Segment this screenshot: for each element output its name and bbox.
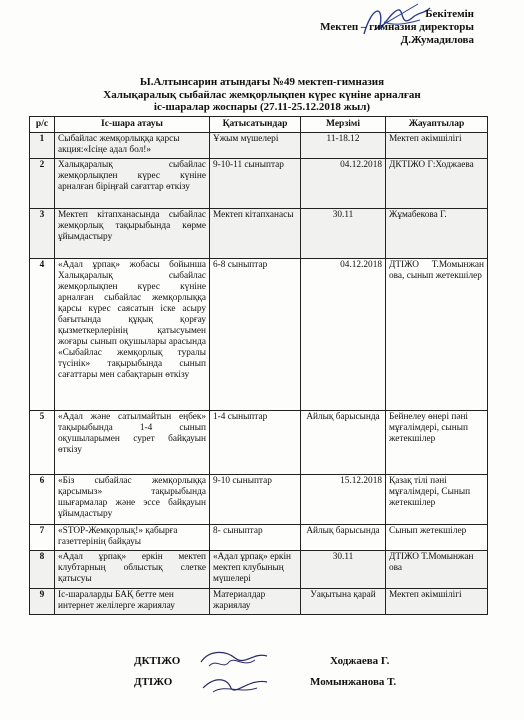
title-line-school: Ы.Алтынсарин атындағы №49 мектеп-гимназия: [139, 76, 385, 88]
table-row: [30, 589, 488, 615]
row-participants: 1-4 сыныптар: [210, 411, 301, 475]
row-participants: 9-10-11 сыныптар: [210, 159, 301, 209]
table-row: [30, 475, 488, 525]
row-name: «Адал ұрпақ» еркін мектеп клубтарның облыстық слетке қатысуы: [55, 551, 210, 589]
row-num: 6: [30, 475, 55, 525]
row-responsible: Қазақ тілі пәні мұғалімдері, Сынып жетекшілер: [386, 475, 488, 525]
row-responsible: Бейнелеу өнері пәні мұғалімдері, сынып жетекшілер: [386, 411, 488, 475]
row-date: 04.12.2018: [301, 259, 386, 411]
row-name: «STOP-Жемқорлық!» қабырға газеттерінің байқауы: [55, 525, 210, 551]
row-participants: Материалдар жариялау: [210, 589, 301, 615]
row-responsible: Сынып жетекшілер: [386, 525, 488, 551]
footer-name-momynzhanova: Момынжанова Т.: [310, 676, 397, 688]
document-title: [0, 76, 524, 114]
header-name: Іс-шара атауы: [55, 117, 210, 133]
row-responsible: Жұмабекова Г.: [386, 209, 488, 259]
title-line-plan: іс-шаралар жоспары (27.11-25.12.2018 жыл): [153, 101, 371, 113]
row-num: 1: [30, 133, 55, 159]
row-participants: 9-10 сыныптар: [210, 475, 301, 525]
footer-name-khodzhaeva: Ходжаева Г.: [330, 655, 390, 667]
row-num: 7: [30, 525, 55, 551]
row-name: Сыбайлас жемқорлыққа қарсы акция:«Ісіңе адал бол!»: [55, 133, 210, 159]
row-name: «Біз сыбайлас жемқорлыққа қарсымыз» тақырыбында шығармалар және эссе байқауын ұйымдастыру: [55, 475, 210, 525]
row-participants: Ұжым мүшелері: [210, 133, 301, 159]
table-row: [30, 525, 488, 551]
row-responsible: Мектеп әкімшілігі: [386, 133, 488, 159]
row-num: 4: [30, 259, 55, 411]
table-row: [30, 551, 488, 589]
footer-dktizho-label: ДКТІЖО: [134, 655, 181, 667]
row-date: Айлық барысында: [301, 411, 386, 475]
footer-dtizho-label: ДТІЖО: [134, 676, 173, 688]
signatures-icon: [195, 648, 275, 700]
row-name: Іс-шараларды БАҚ бетте мен интернет желілерге жариялау: [55, 589, 210, 615]
table-row: [30, 411, 488, 475]
row-date: 30.11: [301, 551, 386, 589]
table-header-row: [30, 117, 488, 133]
row-num: 8: [30, 551, 55, 589]
row-responsible: Мектеп әкімшілігі: [386, 589, 488, 615]
row-date: Айлық барысында: [301, 525, 386, 551]
header-num: р/с: [30, 117, 55, 133]
events-table: [29, 116, 488, 615]
header-participants: Қатысатындар: [210, 117, 301, 133]
row-name: «Адал ұрпақ» жобасы бойынша Халықаралық сыбайлас жемқорлықпен күрес күніне арналған сыбайлас жемқорлыққа қарсы күрес саясатын іске асыру бағытында құқық қорғау қызметкерлерінің қатысуымен жоғары сынып оқушылары арасында «Сыбайлас жемқорлық туралы түсінік» тақырыбында сынып сағаттары мен сабақтарын өткізу: [55, 259, 210, 411]
row-name: «Адал және сатылмайтын еңбек» тақырыбында 1-4 сынып оқушыларымен сурет байқауын өткізу: [55, 411, 210, 475]
row-responsible: ДТІЖО Т.Момынжан ова, сынып жетекшілер: [386, 259, 488, 411]
approval-line-approve: Бекітемін: [425, 8, 474, 20]
approval-line-position: Мектеп – гимназия директоры: [320, 21, 474, 33]
row-num: 5: [30, 411, 55, 475]
approval-block: [320, 8, 474, 47]
row-name: Мектеп кітапханасында сыбайлас жемқорлық тақырыбында көрме ұйымдастыру: [55, 209, 210, 259]
row-num: 2: [30, 159, 55, 209]
row-date: 30.11: [301, 209, 386, 259]
row-participants: 8- сыныптар: [210, 525, 301, 551]
row-name: Халықаралық сыбайлас жемқорлықпен күрес күніне арналған біріңғай сағаттар өткізу: [55, 159, 210, 209]
row-participants: «Адал ұрпақ» еркін мектеп клубының мүшелері: [210, 551, 301, 589]
row-responsible: ДКТІЖО Г:Ходжаева: [386, 159, 488, 209]
row-responsible: ДТІЖО Т.Момынжан ова: [386, 551, 488, 589]
row-num: 9: [30, 589, 55, 615]
table-row: [30, 209, 488, 259]
header-responsible: Жауаптылар: [386, 117, 488, 133]
header-date: Мерзімі: [301, 117, 386, 133]
row-participants: 6-8 сыныптар: [210, 259, 301, 411]
title-line-event: Халықаралық сыбайлас жемқорлықпен күрес күніне арналған: [103, 88, 421, 101]
row-date: 15.12.2018: [301, 475, 386, 525]
table-row: [30, 133, 488, 159]
row-date: 04.12.2018: [301, 159, 386, 209]
row-participants: Мектеп кітапханасы: [210, 209, 301, 259]
table-row: [30, 159, 488, 209]
row-num: 3: [30, 209, 55, 259]
table-row: [30, 259, 488, 411]
row-date: 11-18.12: [301, 133, 386, 159]
row-date: Уақытына қарай: [301, 589, 386, 615]
approval-line-name: Д.Жумадилова: [400, 34, 474, 46]
